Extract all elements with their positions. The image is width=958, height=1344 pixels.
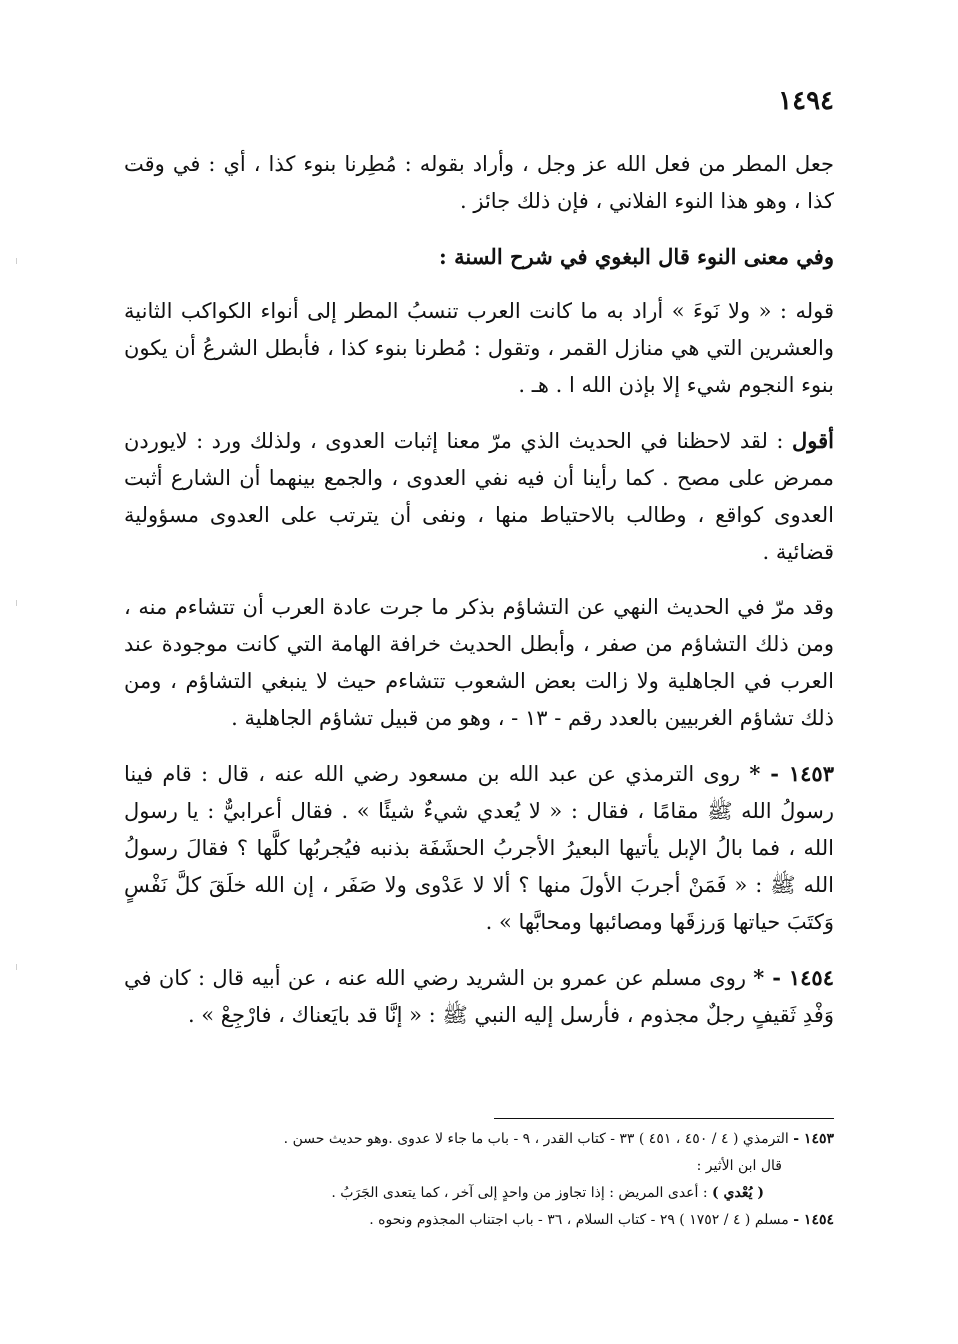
- paragraph-commentary: [124, 422, 834, 571]
- hadith-number: ١٤٥٤ - *: [753, 965, 834, 990]
- footnote-text: مسلم ( ٤ / ١٧٥٢ ) ٢٩ - كتاب السلام ، ٣٦ - باب اجتناب المجذوم ونحوه .: [369, 1212, 794, 1228]
- footnote-text: : أعدى المريض : إذا تجاوز من واحدٍ إلى آخر ، كما يتعدى الجَرَبُ .: [331, 1185, 713, 1201]
- footnote-number: ١٤٥٤ -: [793, 1212, 834, 1228]
- footnote-ibn-athir: قال ابن الأثير :: [696, 1158, 782, 1174]
- commentary-lead: أقول: [792, 428, 834, 453]
- footnote-text: الترمذي ( ٤ / ٤٥٠ ، ٤٥١ ) ٣٣ - كتاب القدر ، ٩ - باب ما جاء لا عدوى .وهو حديث حسن .: [283, 1131, 794, 1147]
- footnote-1453: [114, 1126, 834, 1153]
- scan-margin-mark: [16, 600, 23, 606]
- hadith-number: ١٤٥٣ - *: [749, 761, 834, 786]
- footnote-divider: [494, 1118, 834, 1119]
- heading-baghawi: وفي معنى النوء قال البغوي في شرح السنة :: [439, 244, 834, 269]
- hadith-1453: [124, 755, 834, 941]
- hadith-1454: [124, 959, 834, 1034]
- footnote-definition: [114, 1180, 834, 1207]
- hadith-text: روى مسلم عن عمرو بن الشريد رضي الله عنه ، عن أبيه قال : كان في وَفْدِ ثَقيفٍ رجلٌ مجذوم ، فأرسل إليه النبي ﷺ : « إنَّا قد بايَعناك ، فارْجِعْ » .: [124, 966, 834, 1027]
- footnote-term: ( يُعْدي ): [712, 1185, 764, 1201]
- footnote-1454: [114, 1207, 834, 1234]
- scan-margin-mark: [16, 258, 23, 264]
- main-text: [124, 146, 834, 1052]
- scan-margin-mark: [16, 964, 23, 970]
- paragraph-baghawi-quote: قوله : « ولا نَوءَ » أراد به ما كانت العرب تنسبُ المطر إلى أنواء الكواكب الثانية والعشرين التي هي منازل القمر ، وتقول : مُطرنا بنوء كذا ، فأبطل الشرعُ أن يكون بنوء النجوم شيء إلا بإذن الله ا . هـ .: [124, 299, 834, 397]
- page-number: ١٤٩٤: [778, 86, 834, 116]
- footnote-number: ١٤٥٣ -: [793, 1131, 834, 1147]
- hadith-text: روى الترمذي عن عبد الله بن مسعود رضي الله عنه ، قال : قام فينا رسولُ الله ﷺ مقامًا ، فقال : « لا يُعدي شيءٌ شيئًا » . فقال أعرابيٌّ : يا رسول الله ، فما بالُ الإبل يأتيها البعيرُ الأجربُ الحشَفَة بذنبه فيُجربُها كلَّها ؟ فقالَ رسولُ الله ﷺ : « فَمَنْ أجربَ الأولَ منها ؟ ألا لا عَدْوى ولا صَفَر ، إن الله خلَقَ كلَّ نَفْسٍ وَكتَبَ حياتها وَرزقَها ومصائبها ومحابَّها » .: [124, 762, 834, 934]
- paragraph-pessimism: وقد مرّ في الحديث النهي عن التشاؤم بذكر ما جرت عادة العرب أن تتشاءم منه ، ومن ذلك التشاؤم من صفر ، وأبطل الحديث خرافة الهامة التي كانت موجودة عند العرب في الجاهلية ولا زالت بعض الشعوب تتشاءم حيث لا ينبغي التشاؤم ، ومن ذلك تشاؤم الغربيين بالعدد رقم - ١٣ - ، وهو من قبيل تشاؤم الجاهلية .: [124, 595, 834, 730]
- footnotes: [114, 1126, 834, 1234]
- commentary-text: : لقد لاحظنا في الحديث الذي مرّ معنا إثبات العدوى ، ولذلك ورد : لايوردن ممرض على مصح . كما رأينا أن فيه نفي العدوى ، والجمع بينهما أن الشارع أثبت العدوى كواقع ، وطالب بالاحتياط منها ، ونفى أن يترتب على العدوى مسؤولية قضائية .: [124, 429, 834, 564]
- paragraph-rain-explanation: جعل المطر من فعل الله عز وجل ، وأراد بقوله : مُطِرنا بنوء كذا ، أي : في وقت كذا ، وهو هذا النوء الفلاني ، فإن ذلك جائز .: [124, 152, 834, 213]
